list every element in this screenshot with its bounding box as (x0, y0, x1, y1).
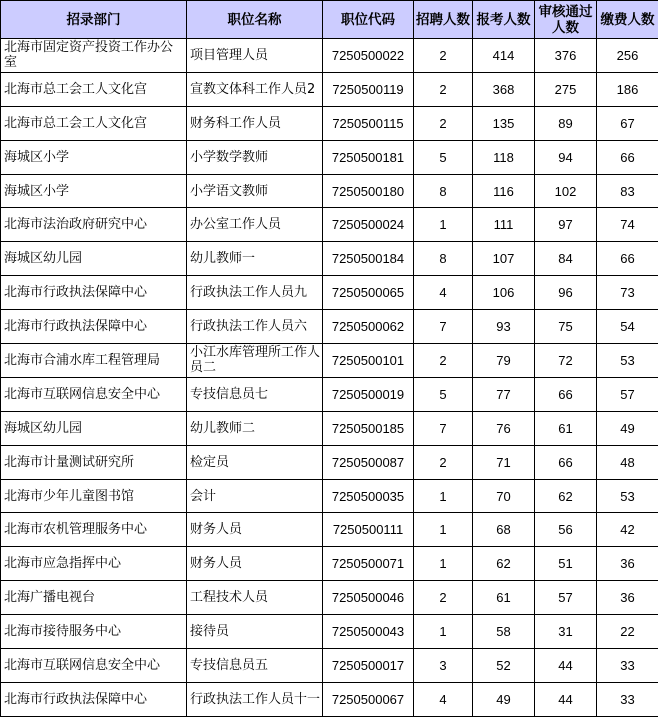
header-position: 职位名称 (187, 1, 323, 39)
table-row (1, 106, 658, 140)
cell-applied: 71 (473, 445, 535, 479)
cell-dept: 北海市行政执法保障中心 (1, 310, 187, 344)
table-row (1, 411, 658, 445)
header-dept: 招录部门 (1, 1, 187, 39)
cell-paid: 36 (597, 547, 658, 581)
cell-paid: 186 (597, 72, 658, 106)
table-row (1, 445, 658, 479)
cell-hire: 8 (414, 174, 473, 208)
cell-code: 7250500022 (323, 39, 414, 73)
cell-paid: 53 (597, 344, 658, 378)
cell-code: 7250500043 (323, 615, 414, 649)
cell-applied: 52 (473, 649, 535, 683)
cell-approved: 94 (535, 140, 597, 174)
cell-position: 小江水库管理所工作人员二 (187, 344, 323, 378)
cell-paid: 54 (597, 310, 658, 344)
cell-code: 7250500065 (323, 276, 414, 310)
table-row (1, 547, 658, 581)
cell-hire: 4 (414, 276, 473, 310)
cell-code: 7250500017 (323, 649, 414, 683)
cell-hire: 8 (414, 242, 473, 276)
cell-code: 7250500101 (323, 344, 414, 378)
cell-approved: 102 (535, 174, 597, 208)
cell-paid: 36 (597, 581, 658, 615)
cell-approved: 275 (535, 72, 597, 106)
cell-hire: 5 (414, 140, 473, 174)
cell-dept: 北海市互联网信息安全中心 (1, 377, 187, 411)
cell-position: 行政执法工作人员九 (187, 276, 323, 310)
cell-position: 行政执法工作人员六 (187, 310, 323, 344)
cell-hire: 1 (414, 479, 473, 513)
cell-code: 7250500062 (323, 310, 414, 344)
cell-dept: 海城区小学 (1, 174, 187, 208)
cell-paid: 42 (597, 513, 658, 547)
cell-applied: 61 (473, 581, 535, 615)
table-row (1, 479, 658, 513)
cell-paid: 33 (597, 649, 658, 683)
cell-approved: 56 (535, 513, 597, 547)
table-row (1, 174, 658, 208)
cell-approved: 31 (535, 615, 597, 649)
cell-code: 7250500119 (323, 72, 414, 106)
cell-hire: 7 (414, 310, 473, 344)
cell-dept: 北海市行政执法保障中心 (1, 682, 187, 716)
cell-hire: 1 (414, 513, 473, 547)
cell-dept: 北海市计量测试研究所 (1, 445, 187, 479)
cell-code: 7250500035 (323, 479, 414, 513)
cell-paid: 67 (597, 106, 658, 140)
cell-applied: 49 (473, 682, 535, 716)
cell-hire: 4 (414, 682, 473, 716)
header-paid: 缴费人数 (597, 1, 658, 39)
cell-applied: 116 (473, 174, 535, 208)
cell-approved: 89 (535, 106, 597, 140)
cell-code: 7250500185 (323, 411, 414, 445)
cell-position: 宣教文体科工作人员2 (187, 72, 323, 106)
cell-approved: 72 (535, 344, 597, 378)
cell-applied: 76 (473, 411, 535, 445)
cell-dept: 北海市应急指挥中心 (1, 547, 187, 581)
cell-dept: 北海市固定资产投资工作办公室 (1, 39, 187, 73)
table-row (1, 242, 658, 276)
cell-approved: 96 (535, 276, 597, 310)
cell-code: 7250500019 (323, 377, 414, 411)
cell-applied: 118 (473, 140, 535, 174)
cell-paid: 22 (597, 615, 658, 649)
cell-position: 幼儿教师二 (187, 411, 323, 445)
cell-hire: 2 (414, 344, 473, 378)
cell-applied: 111 (473, 208, 535, 242)
header-applied: 报考人数 (473, 1, 535, 39)
cell-code: 7250500046 (323, 581, 414, 615)
cell-dept: 海城区幼儿园 (1, 411, 187, 445)
cell-paid: 33 (597, 682, 658, 716)
cell-approved: 75 (535, 310, 597, 344)
table-row (1, 581, 658, 615)
cell-hire: 3 (414, 649, 473, 683)
cell-position: 小学语文教师 (187, 174, 323, 208)
table-row (1, 649, 658, 683)
cell-position: 工程技术人员 (187, 581, 323, 615)
cell-paid: 66 (597, 140, 658, 174)
cell-code: 7250500111 (323, 513, 414, 547)
table-row (1, 140, 658, 174)
cell-approved: 66 (535, 377, 597, 411)
cell-position: 专技信息员五 (187, 649, 323, 683)
cell-code: 7250500024 (323, 208, 414, 242)
cell-position: 行政执法工作人员十一 (187, 682, 323, 716)
cell-hire: 2 (414, 106, 473, 140)
cell-hire: 5 (414, 377, 473, 411)
table-row (1, 72, 658, 106)
cell-approved: 97 (535, 208, 597, 242)
cell-position: 会计 (187, 479, 323, 513)
cell-approved: 61 (535, 411, 597, 445)
cell-hire: 1 (414, 615, 473, 649)
cell-dept: 北海市行政执法保障中心 (1, 276, 187, 310)
cell-approved: 62 (535, 479, 597, 513)
cell-dept: 北海市合浦水库工程管理局 (1, 344, 187, 378)
cell-applied: 107 (473, 242, 535, 276)
header-row (1, 1, 658, 39)
cell-dept: 北海市农机管理服务中心 (1, 513, 187, 547)
cell-dept: 海城区幼儿园 (1, 242, 187, 276)
cell-dept: 海城区小学 (1, 140, 187, 174)
cell-approved: 57 (535, 581, 597, 615)
header-code: 职位代码 (323, 1, 414, 39)
cell-approved: 44 (535, 649, 597, 683)
cell-position: 检定员 (187, 445, 323, 479)
cell-applied: 93 (473, 310, 535, 344)
cell-dept: 北海市总工会工人文化宫 (1, 106, 187, 140)
cell-dept: 北海市接待服务中心 (1, 615, 187, 649)
cell-applied: 368 (473, 72, 535, 106)
cell-approved: 66 (535, 445, 597, 479)
cell-applied: 70 (473, 479, 535, 513)
table-row (1, 276, 658, 310)
cell-position: 小学数学教师 (187, 140, 323, 174)
cell-applied: 79 (473, 344, 535, 378)
cell-position: 财务人员 (187, 513, 323, 547)
cell-paid: 74 (597, 208, 658, 242)
cell-paid: 49 (597, 411, 658, 445)
table-row (1, 682, 658, 716)
cell-paid: 53 (597, 479, 658, 513)
cell-approved: 51 (535, 547, 597, 581)
cell-dept: 北海市总工会工人文化宫 (1, 72, 187, 106)
cell-applied: 58 (473, 615, 535, 649)
cell-position: 财务科工作人员 (187, 106, 323, 140)
cell-hire: 2 (414, 581, 473, 615)
cell-applied: 106 (473, 276, 535, 310)
cell-dept: 北海市少年儿童图书馆 (1, 479, 187, 513)
cell-hire: 7 (414, 411, 473, 445)
table-row (1, 344, 658, 378)
cell-code: 7250500071 (323, 547, 414, 581)
table-row (1, 615, 658, 649)
cell-paid: 66 (597, 242, 658, 276)
cell-position: 幼儿教师一 (187, 242, 323, 276)
header-approved: 审核通过人数 (535, 1, 597, 39)
cell-position: 项目管理人员 (187, 39, 323, 73)
cell-paid: 57 (597, 377, 658, 411)
cell-code: 7250500067 (323, 682, 414, 716)
cell-paid: 48 (597, 445, 658, 479)
cell-dept: 北海市互联网信息安全中心 (1, 649, 187, 683)
cell-position: 接待员 (187, 615, 323, 649)
cell-position: 财务人员 (187, 547, 323, 581)
table-row (1, 310, 658, 344)
cell-hire: 2 (414, 72, 473, 106)
cell-applied: 414 (473, 39, 535, 73)
cell-applied: 77 (473, 377, 535, 411)
cell-hire: 2 (414, 39, 473, 73)
cell-dept: 北海市法治政府研究中心 (1, 208, 187, 242)
cell-position: 办公室工作人员 (187, 208, 323, 242)
cell-paid: 83 (597, 174, 658, 208)
cell-approved: 376 (535, 39, 597, 73)
cell-code: 7250500115 (323, 106, 414, 140)
cell-code: 7250500180 (323, 174, 414, 208)
cell-approved: 84 (535, 242, 597, 276)
cell-applied: 135 (473, 106, 535, 140)
header-hire: 招聘人数 (414, 1, 473, 39)
cell-hire: 1 (414, 547, 473, 581)
cell-paid: 73 (597, 276, 658, 310)
cell-code: 7250500181 (323, 140, 414, 174)
cell-code: 7250500184 (323, 242, 414, 276)
cell-paid: 256 (597, 39, 658, 73)
table-row (1, 39, 658, 73)
cell-position: 专技信息员七 (187, 377, 323, 411)
cell-dept: 北海广播电视台 (1, 581, 187, 615)
cell-applied: 68 (473, 513, 535, 547)
table-row (1, 208, 658, 242)
table-row (1, 513, 658, 547)
cell-hire: 2 (414, 445, 473, 479)
table-row (1, 377, 658, 411)
cell-code: 7250500087 (323, 445, 414, 479)
cell-applied: 62 (473, 547, 535, 581)
cell-hire: 1 (414, 208, 473, 242)
cell-approved: 44 (535, 682, 597, 716)
